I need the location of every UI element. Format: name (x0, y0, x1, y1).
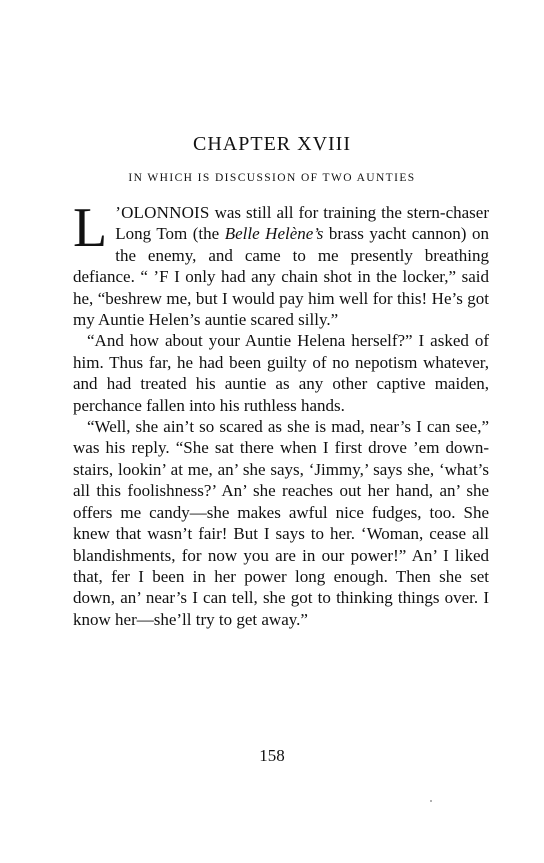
paragraph-1-text-b: brass yacht cannon) on the enemy, and came to me presently breathing defiance. “ ’F I only had any chain shot in the locker,” said he, “beshrew me, but I would pay him well for this! He’s got my Auntie Helen’s auntie scared silly.” (73, 224, 489, 330)
opening-word: ’OLONNOIS (115, 203, 210, 222)
paragraph-1-text-a: was still all for training the stern-chaser Long Tom (the (115, 203, 489, 244)
drop-cap: L (73, 197, 108, 259)
paragraph-2: “And how about your Auntie Helena herself?” I asked of him. Thus far, he had been guilty of no nepotism whatever, and had treated his auntie as any other captive maiden, perchance fallen into his ruthless hands. (73, 331, 489, 415)
page-number: 158 (259, 746, 285, 765)
chapter-subtitle: IN WHICH IS DISCUSSION OF TWO AUNTIES (128, 172, 416, 184)
chapter-title: CHAPTER XVIII (193, 133, 351, 155)
body-text (73, 197, 489, 630)
paper-speck (430, 800, 432, 802)
paragraph-1 (73, 197, 489, 330)
ship-name-italic: Belle Helène’s (224, 224, 324, 244)
paragraph-3: “Well, she ain’t so scared as she is mad, near’s I can see,” was his reply. “She sat there when I first drove ’em down-stairs, lookin’ at me, an’ she says, ‘Jimmy,’ says she, ‘what’s all this foolishness?’ An’ she reaches out her hand, an’ she offers me candy—she makes awful nice fudges, too. She knew that wasn’t fair! But I says to her. ‘Woman, cease all blandishments, for now you are in our power!” An’ I liked that, fer I been in her power long enough. Then she set down, an’ near’s I can tell, she got to thinking things over. I know her—she’ll try to get away.” (73, 417, 489, 629)
